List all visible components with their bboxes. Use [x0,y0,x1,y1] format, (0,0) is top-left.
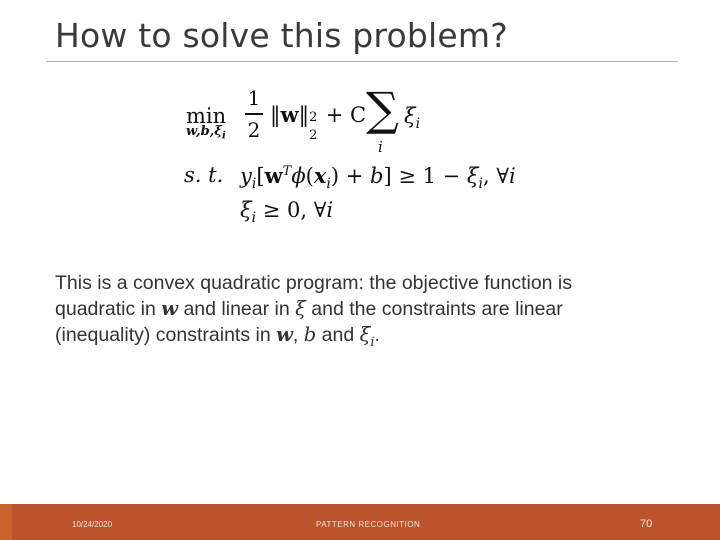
body-xi-2-sub: i [370,334,375,350]
title-divider [46,61,678,62]
constraint-margin: $y_i[w^T\phi(x_i) + b] \ge 1 - \xi_i$, ∀i [240,163,516,193]
c1-i: i [509,164,516,188]
body-part-4: , [292,324,304,346]
summation-index: i [378,138,383,156]
fraction-numerator: 1 [247,86,261,110]
c2-rhs: ≥ 0, ∀ [262,198,327,222]
body-part-6: . [374,324,380,346]
slide-title: How to solve this problem? [55,16,508,55]
summation-symbol: ∑ [366,82,399,136]
slack-xi-sub: i [415,116,421,133]
body-part-2: and linear in [178,298,296,320]
formula-fraction [245,86,263,142]
c1-b: b [370,164,384,188]
body-b: b [303,323,317,346]
body-xi-2: ξ [359,323,371,346]
fraction-bar [245,113,263,115]
c1-xi-sub: i [478,176,483,193]
formula-min-vars: w,b,ξ [186,124,222,139]
c1-forall: , ∀ [482,164,510,188]
footer-left-accent [0,504,12,540]
c1-x: x [313,163,327,188]
body-paragraph [55,270,655,356]
body-part-1: This is a convex quadratic program: the objective function is quadratic in [55,272,573,320]
c1-rhs: ≥ 1 − [398,164,461,188]
footer-bar [0,504,720,540]
footer-course-title: PATTERN RECOGNITION [316,520,421,529]
c2-i: i [326,198,334,222]
footer-date: 10/24/2020 [72,520,113,529]
c2-xi: ξ [240,198,252,222]
constraint-nonnegativity [240,198,333,226]
formula-w-vector: w [280,102,299,127]
body-w-2: w [276,323,293,346]
body-part-3: and the constraints are linear (inequality) constraints in [55,298,563,346]
c1-transpose: T [282,164,292,179]
c1-xi: ξ [466,164,479,188]
body-part-5: and [316,324,360,346]
formula-min-variables [186,124,226,142]
slack-xi: ξ [404,104,416,128]
c1-phi: ϕ [291,164,306,188]
subject-to-label: s. t. [184,163,224,187]
fraction-denominator: 2 [247,117,261,142]
c1-y: y [240,164,252,188]
formula-slack-term [404,104,420,132]
norm-exponent: 2 [309,110,318,125]
c2-xi-sub: i [251,210,257,227]
formula-objective: ‖w‖ 2 2 + C [270,102,367,143]
formula-min-operator: min [186,104,227,128]
body-w-1: w [161,297,179,320]
formula-plus-c: + C [325,103,367,127]
body-xi-1: ξ [295,297,306,320]
footer-page-number: 70 [640,518,653,530]
c1-x-sub: i [326,176,331,193]
c1-w: w [264,163,283,188]
norm-subscript: 2 [309,128,318,143]
c1-y-sub: i [251,176,257,193]
formula-min-vars-sub: i [221,130,226,142]
